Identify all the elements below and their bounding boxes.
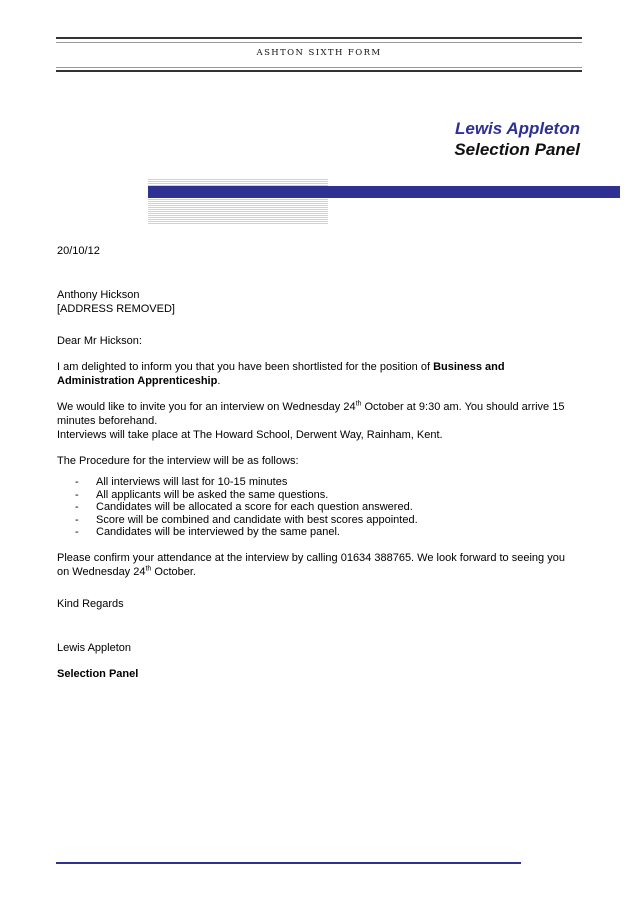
paragraph-shortlisted-end: .: [217, 375, 221, 387]
list-item: [57, 476, 577, 489]
recipient-address: [ADDRESS REMOVED]: [57, 303, 175, 315]
paragraph-shortlisted-text: I am delighted to inform you that you have been shortlisted for the position of: [57, 361, 434, 373]
sender-name: Lewis Appleton: [455, 119, 580, 138]
letter-date: 20/10/12: [57, 245, 100, 257]
paragraph-invite-text-b: October at 9:30 am. You should arrive 15 minutes beforehand.: [57, 401, 565, 427]
position-title: Business and Administration Apprenticeship: [57, 361, 505, 387]
signature-title: Selection Panel: [57, 667, 139, 680]
letter-body: [57, 244, 577, 681]
paragraph-invite: [57, 400, 577, 428]
bullet-dash: -: [75, 501, 79, 513]
list-item: [57, 526, 577, 539]
paragraph-shortlisted: [57, 360, 577, 388]
paragraph-confirm-text-a: Please confirm your attendance at the interview by calling 01634 388765. We look forward to seeing you on Wednesday 24: [57, 551, 565, 578]
list-item: [57, 514, 577, 527]
bullet-dash: -: [75, 526, 79, 538]
signature-name: Lewis Appleton: [57, 641, 131, 654]
list-item-text: Candidates will be interviewed by the same panel.: [96, 526, 340, 538]
header-rule-top-thin: [56, 42, 582, 43]
bullet-dash: -: [75, 476, 79, 488]
list-item-text: Candidates will be allocated a score for each question answered.: [96, 501, 413, 513]
procedure-list: [57, 476, 577, 539]
school-name: ASHTON SIXTH FORM: [256, 48, 382, 58]
paragraph-location: Interviews will take place at The Howard School, Derwent Way, Rainham, Kent.: [57, 429, 443, 441]
ordinal-suffix: th: [145, 564, 152, 572]
paragraph-confirm-text-b: October.: [151, 565, 196, 578]
paragraph-invite-text-a: We would like to invite you for an interview on Wednesday 24: [57, 401, 356, 413]
list-item: [57, 489, 577, 502]
bullet-dash: -: [75, 513, 79, 526]
list-item-text: Score will be combined and candidate with best scores appointed.: [96, 513, 418, 526]
bullet-dash: -: [75, 488, 79, 501]
header-rule-top-thick: [56, 37, 582, 39]
banner-bar: [148, 186, 620, 198]
ordinal-suffix: th: [355, 400, 362, 408]
recipient-name: Anthony Hickson: [57, 289, 140, 301]
salutation: Dear Mr Hickson:: [57, 335, 142, 347]
list-item-text: All interviews will last for 10-15 minutes: [96, 476, 288, 488]
sender-title: Selection Panel: [454, 140, 580, 159]
header-rule-bottom-thin: [56, 67, 582, 68]
closing: Kind Regards: [57, 597, 124, 610]
header-rule-bottom-thick: [56, 70, 582, 72]
paragraph-confirm: [57, 551, 577, 579]
list-item: [57, 501, 577, 514]
procedure-intro: The Procedure for the interview will be as follows:: [57, 455, 299, 467]
list-item-text: All applicants will be asked the same questions.: [96, 488, 329, 501]
footer-rule: [56, 862, 521, 864]
